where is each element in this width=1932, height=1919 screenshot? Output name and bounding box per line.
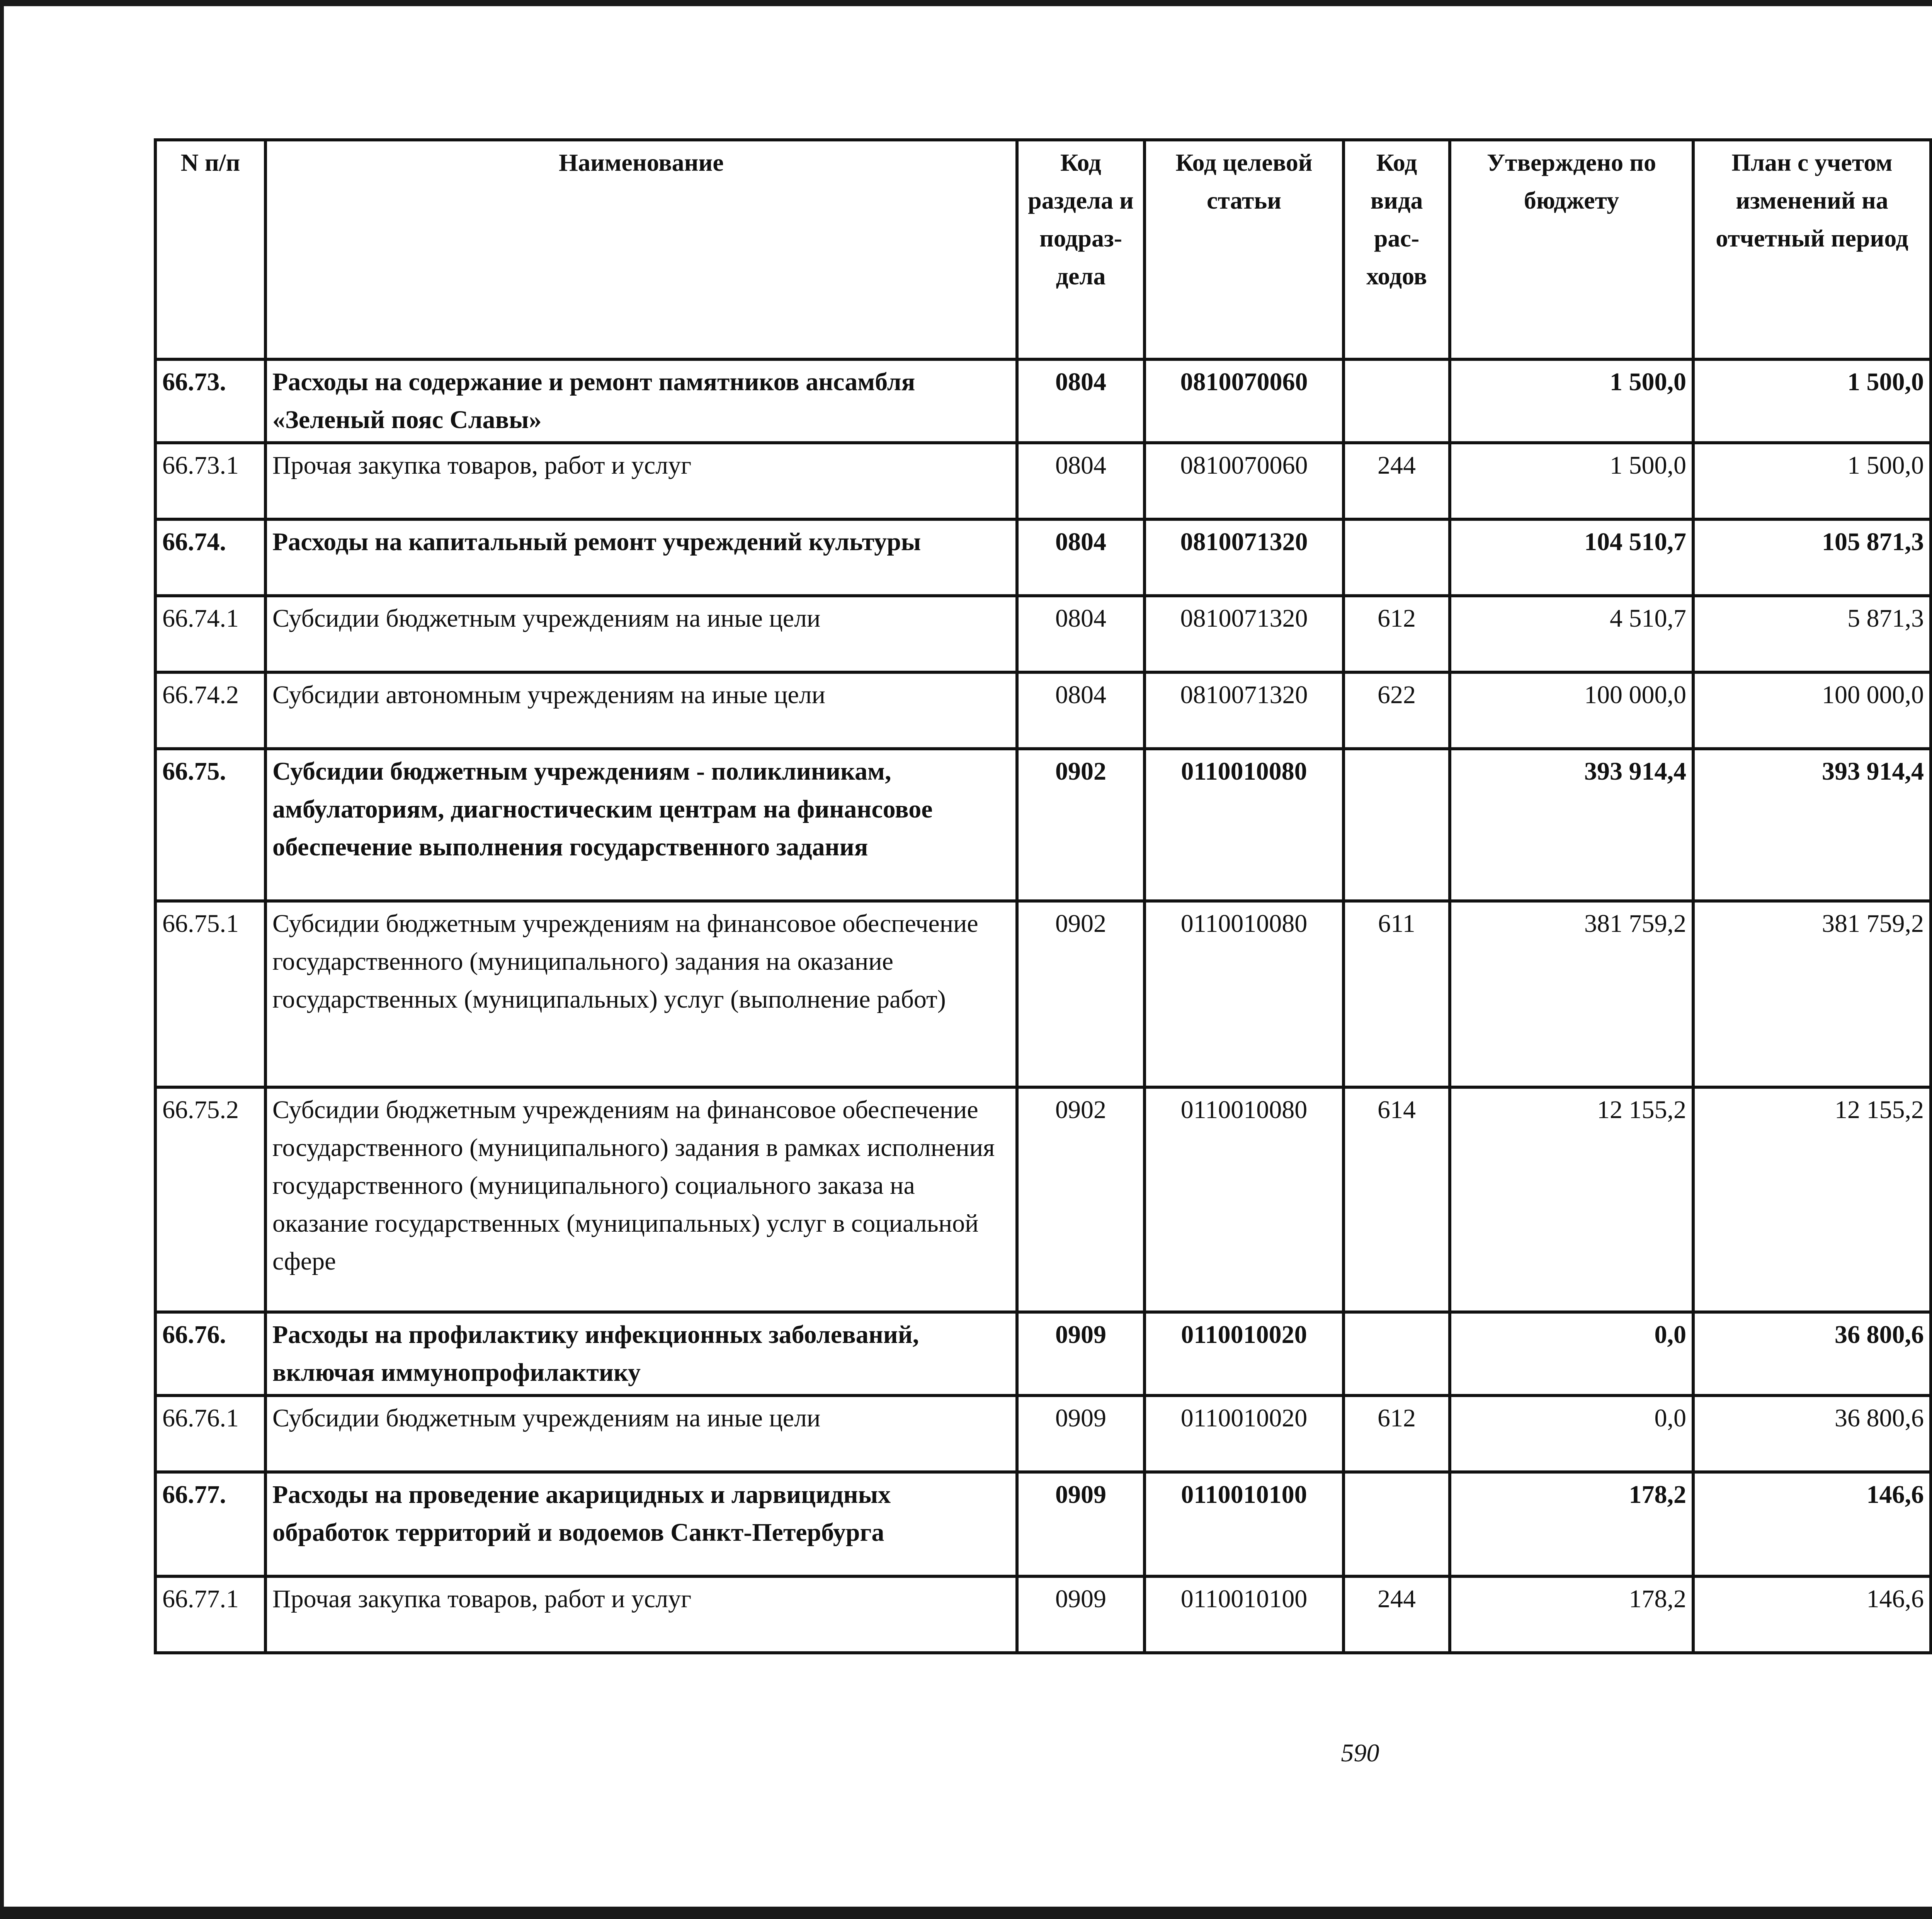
row-name: Расходы на капитальный ремонт учреждений культуры [265,519,1017,596]
table-row [155,519,1932,596]
row-expense: 612 [1344,1395,1450,1472]
header-section-code: Код раздела и подраз- дела [1017,140,1145,359]
header-row-top [155,140,1932,185]
row-num: 66.77.1 [155,1576,265,1653]
row-name: Расходы на профилактику инфекционных заболеваний, включая иммунопрофилактику [265,1312,1017,1395]
row-plan: 5 871,3 [1693,596,1931,672]
row-expense: 614 [1344,1087,1450,1312]
row-name: Расходы на проведение акарицидных и ларвицидных обработок территорий и водоемов Санкт-Петербурга [265,1472,1017,1576]
row-expense [1344,359,1450,443]
row-section: 0909 [1017,1472,1145,1576]
row-section: 0909 [1017,1576,1145,1653]
row-expense [1344,749,1450,901]
row-expense [1344,1312,1450,1395]
header-target-code: Код целевой статьи [1145,140,1344,359]
row-plan: 36 800,6 [1693,1395,1931,1472]
row-num: 66.75.2 [155,1087,265,1312]
row-approved: 4 510,7 [1450,596,1693,672]
row-num: 66.74.1 [155,596,265,672]
row-expense: 244 [1344,443,1450,519]
row-approved: 393 914,4 [1450,749,1693,901]
header-num: N п/п [155,140,265,359]
row-name: Субсидии автономным учреждениям на иные цели [265,672,1017,749]
page-number: 590 [1341,1739,1379,1767]
table-row [155,672,1932,749]
scan-edge-top [0,0,1932,6]
row-section: 0804 [1017,519,1145,596]
row-expense [1344,519,1450,596]
row-approved: 381 759,2 [1450,901,1693,1087]
row-num: 66.74. [155,519,265,596]
header-plan: План с учетом изменений на отчетный период [1693,140,1931,359]
budget-execution-table [154,138,1932,1654]
row-target: 0110010100 [1145,1472,1344,1576]
row-num: 66.77. [155,1472,265,1576]
scan-edge-bottom [0,1907,1932,1919]
row-target: 0810071320 [1145,672,1344,749]
row-expense: 612 [1344,596,1450,672]
row-plan: 146,6 [1693,1472,1931,1576]
row-num: 66.74.2 [155,672,265,749]
row-expense [1344,1472,1450,1576]
row-name: Субсидии бюджетным учреждениям на иные цели [265,596,1017,672]
row-plan: 381 759,2 [1693,901,1931,1087]
row-num: 66.76. [155,1312,265,1395]
row-plan: 36 800,6 [1693,1312,1931,1395]
row-num: 66.76.1 [155,1395,265,1472]
row-name: Прочая закупка товаров, работ и услуг [265,443,1017,519]
row-section: 0902 [1017,901,1145,1087]
row-num: 66.73.1 [155,443,265,519]
table-row [155,359,1932,443]
row-target: 0110010080 [1145,749,1344,901]
row-plan: 12 155,2 [1693,1087,1931,1312]
table-row [155,749,1932,901]
row-approved: 0,0 [1450,1395,1693,1472]
row-target: 0810071320 [1145,596,1344,672]
row-approved: 0,0 [1450,1312,1693,1395]
row-section: 0804 [1017,596,1145,672]
row-num: 66.75.1 [155,901,265,1087]
row-approved: 1 500,0 [1450,359,1693,443]
table-row [155,901,1932,1087]
row-section: 0902 [1017,749,1145,901]
row-plan: 1 500,0 [1693,359,1931,443]
row-target: 0810071320 [1145,519,1344,596]
table-row [155,443,1932,519]
row-expense: 611 [1344,901,1450,1087]
row-section: 0804 [1017,672,1145,749]
row-section: 0902 [1017,1087,1145,1312]
table-row [155,596,1932,672]
row-expense: 622 [1344,672,1450,749]
row-name: Субсидии бюджетным учреждениям на финансовое обеспечение государственного (муниципального) задания на оказание государственных (муниципальных) услуг (выполнение работ) [265,901,1017,1087]
table-row [155,1472,1932,1576]
header-name: Наименование [265,140,1017,359]
row-target: 0110010100 [1145,1576,1344,1653]
row-approved: 104 510,7 [1450,519,1693,596]
table-row [155,1312,1932,1395]
row-expense: 244 [1344,1576,1450,1653]
row-plan: 105 871,3 [1693,519,1931,596]
row-section: 0804 [1017,443,1145,519]
row-approved: 178,2 [1450,1472,1693,1576]
header-approved: Утверждено по бюджету [1450,140,1693,359]
row-target: 0110010080 [1145,1087,1344,1312]
row-name: Прочая закупка товаров, работ и услуг [265,1576,1017,1653]
row-target: 0810070060 [1145,359,1344,443]
row-section: 0909 [1017,1395,1145,1472]
row-approved: 100 000,0 [1450,672,1693,749]
row-target: 0110010020 [1145,1395,1344,1472]
row-name: Субсидии бюджетным учреждениям на иные цели [265,1395,1017,1472]
row-approved: 178,2 [1450,1576,1693,1653]
row-name: Субсидии бюджетным учреждениям - поликлиникам, амбулаториям, диагностическим центрам на финансовое обеспечение выполнения государственного задания [265,749,1017,901]
row-num: 66.75. [155,749,265,901]
row-plan: 393 914,4 [1693,749,1931,901]
row-name: Субсидии бюджетным учреждениям на финансовое обеспечение государственного (муниципального) задания в рамках исполнения государственного (муниципального) социального заказа на оказание государственных (муниципальных) услуг в социальной сфере [265,1087,1017,1312]
row-approved: 1 500,0 [1450,443,1693,519]
row-plan: 100 000,0 [1693,672,1931,749]
table-row [155,1087,1932,1312]
row-name: Расходы на содержание и ремонт памятников ансамбля «Зеленый пояс Славы» [265,359,1017,443]
row-target: 0110010020 [1145,1312,1344,1395]
row-plan: 146,6 [1693,1576,1931,1653]
row-num: 66.73. [155,359,265,443]
header-expense-code: Код вида рас- ходов [1344,140,1450,359]
row-target: 0110010080 [1145,901,1344,1087]
row-section: 0804 [1017,359,1145,443]
row-section: 0909 [1017,1312,1145,1395]
scan-edge-left [0,0,4,1919]
table-row [155,1395,1932,1472]
row-approved: 12 155,2 [1450,1087,1693,1312]
table-row [155,1576,1932,1653]
row-plan: 1 500,0 [1693,443,1931,519]
row-target: 0810070060 [1145,443,1344,519]
